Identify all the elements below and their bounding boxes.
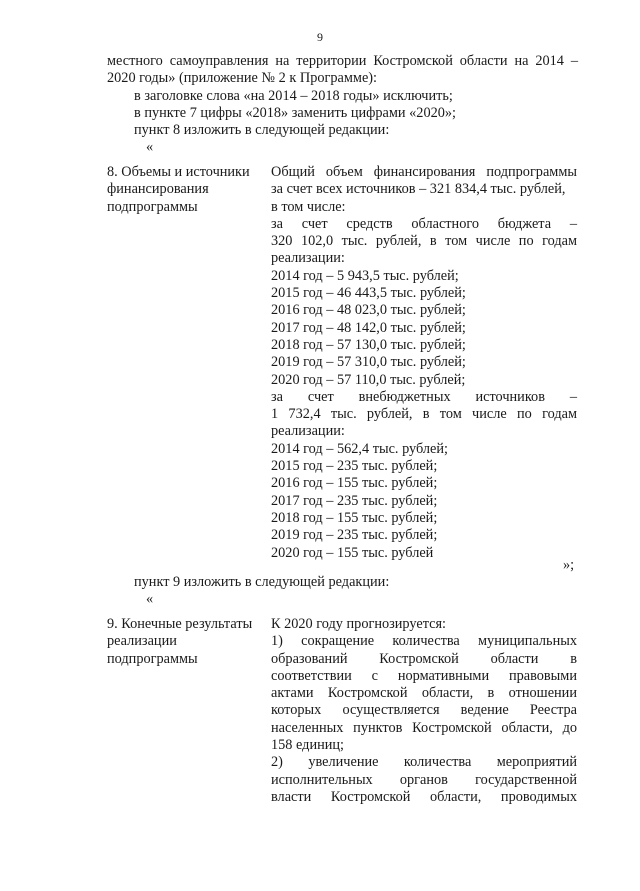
section-8-line: 2017 год – 48 142,0 тыс. рублей; <box>271 319 466 336</box>
section-8-label-line: 8. Объемы и источники <box>107 164 250 180</box>
section-9-line: исполнительных органов государственной <box>271 771 577 788</box>
section-9-line: К 2020 году прогнозируется: <box>271 616 447 632</box>
section-8-line: 2017 год – 235 тыс. рублей; <box>271 492 438 509</box>
section-8-line: Общий объем финансирования подпрограммы <box>271 164 577 180</box>
section-8-line: реализации: <box>271 250 345 267</box>
between-line: пункт 9 изложить в следующей редакции: <box>134 574 390 590</box>
section-9-label-line: подпрограммы <box>107 650 198 667</box>
section-8-line: 2014 год – 562,4 тыс. рублей; <box>271 440 449 457</box>
section-8-line: за счет средств областного бюджета – <box>271 215 577 232</box>
section-9-line: власти Костромской области, проводимых <box>271 788 577 805</box>
section-8-line: 2020 год – 155 тыс. рублей <box>271 544 434 561</box>
section-9-line: которых осуществляется ведение Реестра <box>271 702 577 719</box>
section-8-line: 2018 год – 57 130,0 тыс. рублей; <box>271 336 466 353</box>
section-9-line: соответствии с нормативными правовыми <box>271 667 577 684</box>
section-9-content <box>271 616 577 806</box>
section-8-line: 2019 год – 235 тыс. рублей; <box>271 527 438 544</box>
intro-line-1: местного самоуправления на территории Костромской области на 2014 – <box>107 53 578 69</box>
section-9-line: образований Костромской области в <box>271 650 577 667</box>
section-9-label-line: реализации <box>107 633 177 650</box>
section-8-line: за счет внебюджетных источников – <box>271 388 577 405</box>
section-8-content <box>271 164 577 562</box>
section-8-line: 2020 год – 57 110,0 тыс. рублей; <box>271 371 466 388</box>
intro-line-2: 2020 годы» (приложение № 2 к Программе): <box>107 70 378 86</box>
section-8-label-line: подпрограммы <box>107 198 198 215</box>
section-9-line: 2) увеличение количества мероприятий <box>271 754 577 771</box>
section-8-line: 2019 год – 57 310,0 тыс. рублей; <box>271 354 466 371</box>
page-number: 9 <box>317 30 323 44</box>
section-8-line: 1 732,4 тыс. рублей, в том числе по годам <box>271 406 577 423</box>
section-9-line: 1) сокращение количества муниципальных <box>271 633 577 650</box>
section-8-label-line: финансирования <box>107 181 209 198</box>
section-8-line: 2016 год – 155 тыс. рублей; <box>271 475 438 492</box>
section-8-line: 2018 год – 155 тыс. рублей; <box>271 509 438 526</box>
intro-line-5: пункт 8 изложить в следующей редакции: <box>134 122 390 138</box>
section-9-label-line: 9. Конечные результаты <box>107 616 253 632</box>
intro-line-4: в пункте 7 цифры «2018» заменить цифрами «2020»; <box>134 105 457 121</box>
section-8-line: 2014 год – 5 943,5 тыс. рублей; <box>271 267 459 284</box>
section-9-line: 158 единиц; <box>271 737 345 754</box>
section-8-line: 2015 год – 235 тыс. рублей; <box>271 458 438 475</box>
section-8-line: 2016 год – 48 023,0 тыс. рублей; <box>271 302 466 319</box>
section-8-label <box>107 164 267 216</box>
quote-open-9: « <box>146 591 154 607</box>
quote-close-8: »; <box>563 557 575 573</box>
section-8-line: за счет всех источников – 321 834,4 тыс. рублей, <box>271 181 566 198</box>
section-8-line: 320 102,0 тыс. рублей, в том числе по годам <box>271 233 577 250</box>
section-8-line: 2015 год – 46 443,5 тыс. рублей; <box>271 285 466 302</box>
section-8-line: в том числе: <box>271 198 346 215</box>
section-8-line: реализации: <box>271 423 345 440</box>
intro-line-3: в заголовке слова «на 2014 – 2018 годы» исключить; <box>134 88 453 104</box>
section-9-line: актами Костромской области, в отношении <box>271 685 577 702</box>
section-9-label <box>107 616 267 668</box>
quote-open-8: « <box>146 139 154 155</box>
section-9-line: населенных пунктов Костромской области, до <box>271 719 577 736</box>
